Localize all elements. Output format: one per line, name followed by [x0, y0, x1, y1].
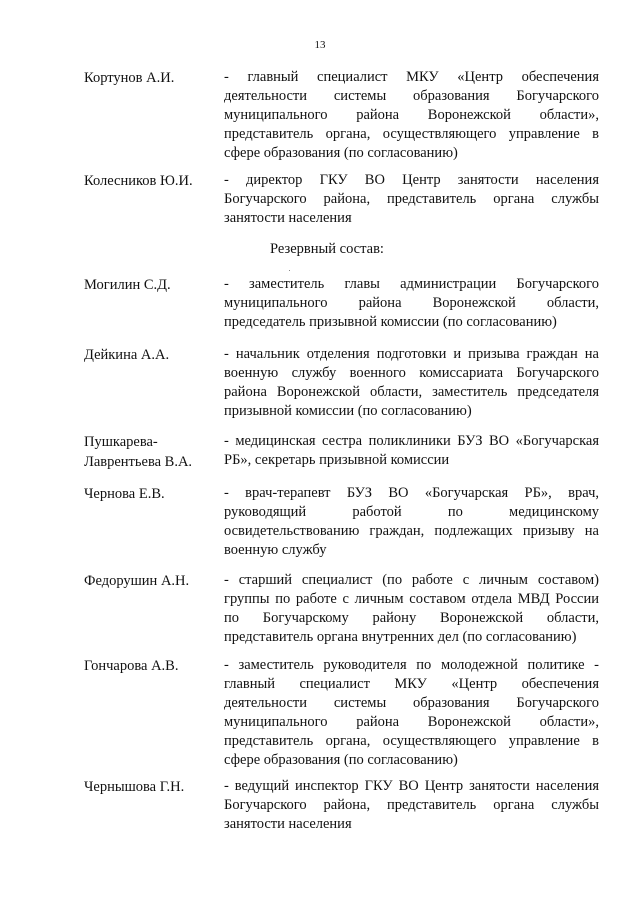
member-name [84, 432, 224, 472]
scan-speck [289, 270, 290, 271]
reserve-section-title: Резервный состав: [270, 241, 384, 257]
member-name: Гончарова А.В. [84, 658, 179, 674]
member-name: Федорушин А.Н. [84, 573, 190, 589]
member-name: Колесников Ю.И. [84, 173, 193, 189]
member-description: - ведущий инспектор ГКУ ВО Центр занятости населения Богучарского района, представитель органа службы занятости населения [224, 778, 599, 832]
member-name: Чернышова Г.Н. [84, 779, 185, 795]
member-description: - директор ГКУ ВО Центр занятости населения Богучарского района, представитель органа службы занятости населения [224, 172, 599, 226]
member-description: - начальник отделения подготовки и призыва граждан на военную службу военного комиссариата Богучарского района Воронежской области, заместитель председателя призывной комиссии (по согласованию) [224, 346, 599, 419]
member-description: - медицинская сестра поликлиники БУЗ ВО «Богучарская РБ», секретарь призывной комиссии [224, 433, 599, 468]
member-description: - заместитель главы администрации Богучарского муниципального района Воронежской области, председатель призывной комиссии (по согласованию) [224, 276, 599, 330]
member-name: Кортунов А.И. [84, 70, 175, 86]
member-description: - старший специалист (по работе с личным составом) группы по работе с личным составом отдела МВД России по Богучарскому району Воронежской области, представитель органа внутренних дел (по согласованию) [224, 572, 599, 645]
member-name: Дейкина А.А. [84, 347, 170, 363]
member-name: Чернова Е.В. [84, 486, 165, 502]
page-number: 13 [314, 39, 326, 51]
member-name: Могилин С.Д. [84, 277, 171, 293]
member-description: - врач-терапевт БУЗ ВО «Богучарская РБ», врач, руководящий работой по медицинскому освидетельствованию граждан, подлежащих призыву на военную службу [224, 485, 599, 558]
member-description: - главный специалист МКУ «Центр обеспечения деятельности системы образования Богучарского муниципального района Воронежской области», представитель органа, осуществляющего управление в сфере образования (по согласованию) [224, 69, 599, 161]
member-name-line2: Лаврентьева В.А. [84, 454, 193, 470]
member-name-line1: Пушкарева- [84, 434, 158, 450]
member-description: - заместитель руководителя по молодежной политике - главный специалист МКУ «Центр обеспечения деятельности системы образования Богучарского муниципального района Воронежской области», представитель органа, осуществляющего управление в сфере образования (по согласованию) [224, 657, 599, 768]
